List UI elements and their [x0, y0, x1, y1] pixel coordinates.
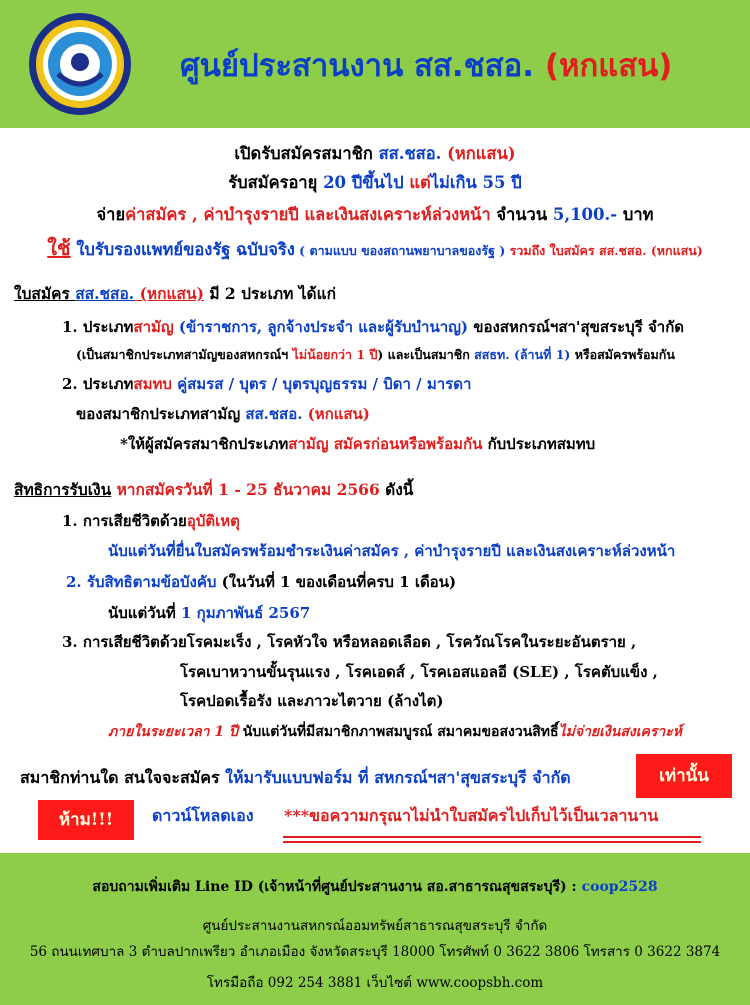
right-2-label: 2. รับสิทธิตามข้อบังคับ: [66, 573, 217, 591]
types-org: สส.ชสอ.: [75, 284, 135, 303]
type-1-cond-b: ) และเป็นสมาชิก: [377, 347, 475, 362]
intro-age-min: 20 ปีขึ้นไป: [323, 173, 410, 192]
type-1-coop: ของสหกรณ์ฯสา'สุขสระบุรี จำกัด: [468, 318, 685, 336]
type-2-members: คู่สมรส / บุตร / บุตรบุญธรรม / บิดา / มารดา: [171, 375, 472, 393]
intro-pay: จ่าย: [96, 205, 126, 224]
type-2-org: สส.ชสอ.: [245, 405, 303, 423]
footer-line-id: [0, 877, 750, 897]
types-form-label: ใบสมัคร: [14, 284, 76, 303]
intro-branch: (หกแสน): [447, 144, 516, 163]
type-1-cond-c: หรือสมัครพร้อมกัน: [570, 347, 675, 362]
right-2-date-value: 1 กุมภาพันธ์ 2567: [180, 604, 311, 622]
ban-badge: ห้าม!!!: [38, 800, 134, 840]
rights-heading: [14, 479, 413, 501]
right-1-detail: นับแต่วันที่ยื่นใบสมัครพร้อมชำระเงินค่าสมัคร , ค่าบำรุงรายปี และเงินสงเคราะห์ล่วงหน้า: [108, 542, 676, 560]
types-count: มี 2 ประเภท ได้แก่: [203, 284, 336, 303]
intro-application: รวมถึง ใบสมัคร สส.ชสอ. (หกแสน): [509, 243, 703, 258]
footer-contact: [0, 853, 750, 1005]
intro-baht: บาท: [617, 205, 654, 224]
header-banner: [0, 0, 750, 128]
right-1: [62, 510, 240, 532]
right-3-period: ภายในระยะเวลา 1 ปี: [108, 724, 238, 740]
apply-pickup: ให้มารับแบบฟอร์ม ที่ สหกรณ์ฯสา'สุขสระบุรี จำกัด: [225, 768, 571, 787]
type-2-of: ของสมาชิกประเภทสามัญ: [76, 405, 246, 423]
type-1-name: สามัญ: [133, 318, 174, 336]
apply-line: [20, 767, 571, 789]
intro-line-1: [0, 143, 750, 165]
footer-address: 56 ถนนเทศบาล 3 ตำบลปากเพรียว อำเภอเมือง จังหวัดสระบุรี 18000 โทรศัพท์ 0 3622 3806 โทรสาร 0 3622 3874: [29, 944, 721, 960]
right-3-condition: [108, 721, 682, 743]
warning-text: ***ขอความกรุณาไม่นำใบสมัครไปเก็บไว้เป็นเวลานาน: [284, 806, 659, 825]
footer-line-label: สอบถามเพิ่มเติม Line ID (เจ้าหน้าที่ศูนย์ประสานงาน สอ.สาธารณสุขสระบุรี) :: [92, 879, 582, 895]
intro-age-text: รับสมัครอายุ: [228, 173, 324, 192]
right-2-date: [108, 602, 310, 624]
types-branch: (หกแสน): [134, 284, 204, 303]
type-1-min-year: ไม่น้อยกว่า 1 ปี: [292, 347, 378, 362]
type-2-name: สมทบ: [133, 375, 172, 393]
types-heading: [14, 283, 336, 305]
footer-org-name: ศูนย์ประสานงานสหกรณ์ออมทรัพย์สาธารณสุขสระบุรี จำกัด: [202, 918, 548, 934]
right-2-from: นับแต่วันที่: [108, 604, 181, 622]
intro-line-3: [0, 204, 750, 226]
right-3-text: นับแต่วันที่มีสมาชิกภาพสมบูรณ์ สมาคมขอสงวนสิทธิ์: [237, 724, 559, 740]
note-before: สมัครก่อนหรือพร้อมกัน: [328, 435, 483, 453]
intro-cert-form: ( ตามแบบ ของสถานพยาบาลของรัฐ ): [294, 243, 510, 258]
intro-line-4: [0, 237, 750, 262]
intro-age-max: ไม่เกิน 55 ปี: [430, 173, 522, 192]
type-2-label: 2. ประเภท: [62, 375, 134, 393]
intro-but: แต่: [409, 173, 431, 192]
footer-line-value: coop2528: [581, 879, 658, 895]
rights-label: สิทธิการรับเงิน: [14, 480, 112, 499]
right-2: [66, 571, 456, 593]
rights-date: หากสมัครวันที่ 1 - 25 ธันวาคม 2566: [111, 480, 380, 499]
intro-line-2: [0, 172, 750, 194]
intro-use: ใช้: [47, 236, 71, 260]
only-badge: เท่านั้น: [636, 754, 732, 798]
type-1-cond-a: (เป็นสมาชิกประเภทสามัญของสหกรณ์ฯ: [76, 347, 293, 362]
right-2-detail: (ในวันที่ 1 ของเดือนที่ครบ 1 เดือน): [216, 573, 457, 591]
type-1-label: 1. ประเภท: [62, 318, 134, 336]
type-1-members: (ข้าราชการ, ลูกจ้างประจำ และผู้รับบำนาญ): [173, 318, 468, 336]
apply-interest: สมาชิกท่านใด สนใจจะสมัคร: [20, 768, 226, 787]
type-1-ssdt: สสธท. (ล้านที่ 1): [474, 347, 571, 362]
type-2-branch: (หกแสน): [302, 405, 370, 423]
intro-fees: ค่าสมัคร , ค่าบำรุงรายปี และเงินสงเคราะห์ล่วงหน้า: [125, 205, 491, 224]
intro-open-text: เปิดรับสมัครสมาชิก: [234, 144, 379, 163]
intro-amount-text: จำนวน: [490, 205, 553, 224]
right-3-line-2: โรคเบาหวานขั้นรุนแรง , โรคเอดส์ , โรคเอสแอลอี (SLE) , โรคตับแข็ง ,: [180, 663, 658, 681]
title-branch: (หกแสน): [544, 48, 673, 84]
intro-amount: 5,100.-: [552, 205, 618, 224]
type-2-line: [62, 373, 471, 395]
intro-medical-cert: ใบรับรองแพทย์ของรัฐ ฉบับจริง: [70, 240, 295, 259]
type-2-line-2: [76, 403, 370, 425]
main-content: [0, 128, 750, 853]
right-3-line-1: 3. การเสียชีวิตด้วยโรคมะเร็ง , โรคหัวใจ หรือหลอดเลือด , โรควัณโรคในระยะอันตราย ,: [62, 633, 637, 651]
types-note: [120, 433, 595, 455]
right-1-label: 1. การเสียชีวิตด้วย: [62, 512, 187, 530]
rights-as-follows: ดังนี้: [379, 480, 414, 499]
note-ordinary: สามัญ: [288, 435, 329, 453]
right-1-accident: อุบัติเหตุ: [186, 512, 240, 530]
note-d: กับประเภทสมทบ: [482, 435, 596, 453]
warning-underline-top: [283, 836, 701, 838]
download-text: ดาวน์โหลดเอง: [152, 806, 254, 825]
page-title: [180, 46, 672, 86]
right-3-line-3: โรคปอดเรื้อรัง และภาวะไตวาย (ล้างไต): [180, 692, 444, 710]
type-1-condition: [76, 344, 675, 366]
right-3-no-pay: ไม่จ่ายเงินสงเคราะห์: [558, 724, 682, 740]
title-main: ศูนย์ประสานงาน สส.ชสอ.: [180, 48, 535, 84]
association-logo: [28, 12, 132, 116]
note-a: *ให้ผู้สมัครสมาชิกประเภท: [120, 435, 289, 453]
intro-org: สส.ชสอ.: [378, 144, 448, 163]
footer-phone-web: โทรมือถือ 092 254 3881 เว็บไซต์ www.coopsbh.com: [206, 975, 544, 991]
type-1-line: [62, 316, 684, 338]
warning-underline-bottom: [283, 841, 701, 843]
